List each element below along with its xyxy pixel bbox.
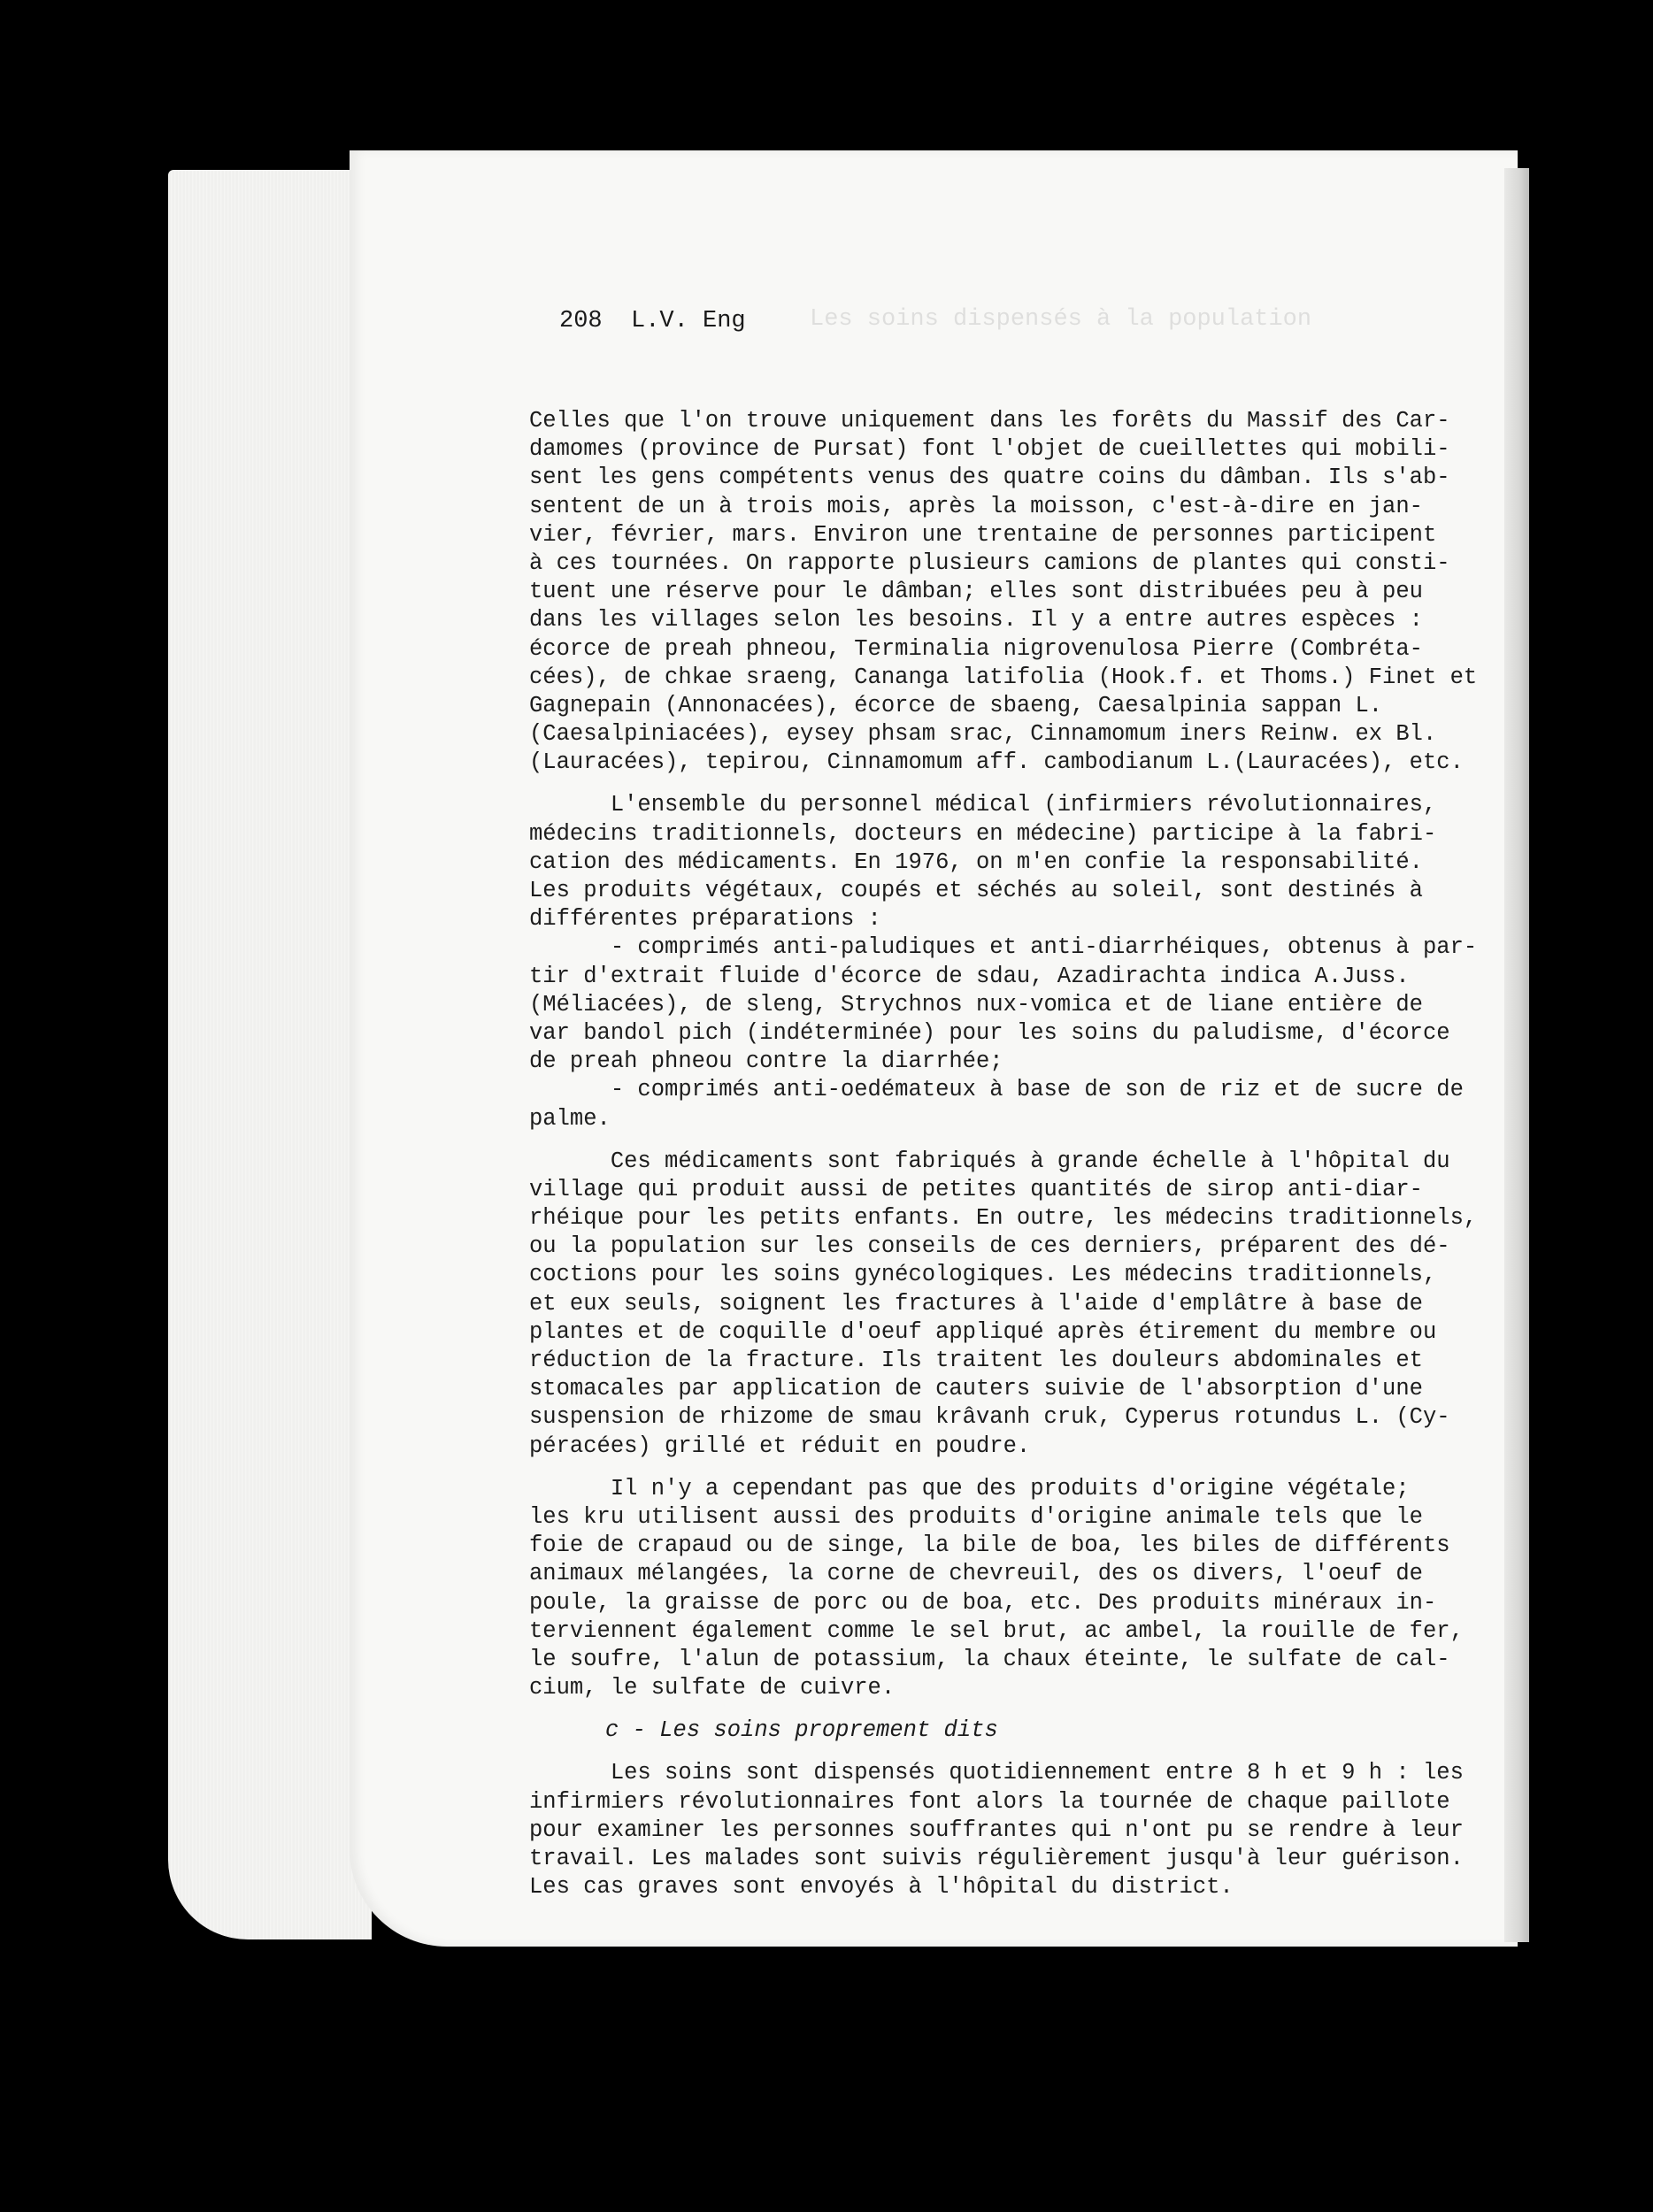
text-line: cation des médicaments. En 1976, on m'en confie la responsabilité. [529, 849, 1423, 875]
text-line: poule, la graisse de porc ou de boa, etc. Des produits minéraux in- [529, 1589, 1437, 1616]
text-line: village qui produit aussi de petites quantités de sirop anti-diar- [529, 1176, 1423, 1202]
text-line: différentes préparations : [529, 906, 881, 933]
paragraph-care-routine [529, 1759, 1480, 1901]
text-line: animaux mélangées, la corne de chevreuil, des os divers, l'oeuf de [529, 1561, 1423, 1587]
text-line: tir d'extrait fluide d'écorce de sdau, Azadirachta indica A.Juss. [529, 963, 1410, 989]
text-line: à ces tournées. On rapporte plusieurs camions de plantes qui consti- [529, 549, 1450, 576]
page-number: 208 [559, 308, 603, 334]
text-line: (Méliacées), de sleng, Strychnos nux-vomica et de liane entière de [529, 991, 1423, 1018]
text-line: réduction de la fracture. Ils traitent les douleurs abdominales et [529, 1348, 1423, 1373]
bleed-through-header: Les soins dispensés à la population [810, 306, 1312, 333]
text-line: rhéique pour les petits enfants. En outre, les médecins traditionnels, [529, 1205, 1478, 1232]
text-line: coctions pour les soins gynécologiques. Les médecins traditionnels, [529, 1262, 1437, 1288]
text-line: terviennent également comme le sel brut, ac ambel, la rouille de fer, [529, 1617, 1464, 1644]
text-line: stomacales par application de cauters suivie de l'absorption d'une [529, 1376, 1423, 1402]
text-line: (Caesalpiniacées), eysey phsam srac, Cinnamomum iners Reinw. ex Bl. [529, 721, 1437, 748]
text-line: de preah phneou contre la diarrhée; [529, 1048, 1003, 1075]
running-header [559, 308, 746, 334]
text-line: Gagnepain (Annonacées), écorce de sbaeng, Caesalpinia sappan L. [529, 692, 1383, 718]
text-line: dans les villages selon les besoins. Il y a entre autres espèces : [529, 607, 1423, 634]
paragraph-medical-staff [529, 791, 1480, 1133]
text-line: les kru utilisent aussi des produits d'origine animale tels que le [529, 1503, 1423, 1530]
paragraph-plant-collection [529, 407, 1480, 777]
text-line: vier, février, mars. Environ une trentaine de personnes participent [529, 521, 1437, 548]
paragraph-manufacture [529, 1148, 1480, 1461]
text-line: sent les gens compétents venus des quatre coins du dâmban. Ils s'ab- [529, 465, 1450, 491]
text-line: - comprimés anti-oedémateux à base de son de riz et de sucre de [529, 1077, 1464, 1103]
author-name: L.V. Eng [631, 308, 746, 334]
text-line: Les produits végétaux, coupés et séchés au soleil, sont destinés à [529, 878, 1423, 903]
text-line: foie de crapaud ou de singe, la bile de boa, les biles de différents [529, 1532, 1450, 1559]
book-page [350, 150, 1518, 1947]
text-line: - comprimés anti-paludiques et anti-diarrhéiques, obtenus à par- [529, 934, 1478, 961]
text-line: (Lauracées), tepirou, Cinnamomum aff. cambodianum L.(Lauracées), etc. [529, 749, 1464, 776]
text-line: Les soins sont dispensés quotidiennement entre 8 h et 9 h : les [529, 1760, 1464, 1786]
text-line: Il n'y a cependant pas que des produits d'origine végétale; [529, 1475, 1410, 1502]
text-line: ou la population sur les conseils de ces derniers, préparent des dé- [529, 1233, 1450, 1260]
paragraph-animal-mineral [529, 1475, 1480, 1703]
text-line: péracées) grillé et réduit en poudre. [529, 1432, 1031, 1459]
text-line: cées), de chkae sraeng, Cananga latifolia (Hook.f. et Thoms.) Finet et [529, 664, 1478, 690]
text-line: travail. Les malades sont suivis régulièrement jusqu'à leur guérison. [529, 1846, 1464, 1871]
text-line: var bandol pich (indéterminée) pour les soins du paludisme, d'écorce [529, 1019, 1450, 1046]
text-line: infirmiers révolutionnaires font alors la tournée de chaque paillote [529, 1788, 1450, 1815]
text-line: L'ensemble du personnel médical (infirmiers révolutionnaires, [529, 792, 1437, 818]
page-right-edge [1504, 168, 1529, 1942]
text-line: médecins traditionnels, docteurs en médecine) participe à la fabri- [529, 820, 1437, 847]
text-line: écorce de preah phneou, Terminalia nigrovenulosa Pierre (Combréta- [529, 635, 1423, 662]
text-line: suspension de rhizome de smau krâvanh cruk, Cyperus rotundus L. (Cy- [529, 1404, 1450, 1431]
text-line: Ces médicaments sont fabriqués à grande échelle à l'hôpital du [529, 1148, 1450, 1174]
text-line: cium, le sulfate de cuivre. [529, 1675, 896, 1701]
text-line: sentent de un à trois mois, après la moisson, c'est-à-dire en jan- [529, 493, 1423, 519]
text-line: palme. [529, 1105, 611, 1132]
page-stack-edge [168, 170, 372, 1939]
text-line: plantes et de coquille d'oeuf appliqué après étirement du membre ou [529, 1318, 1437, 1345]
text-line: et eux seuls, soignent les fractures à l'aide d'emplâtre à base de [529, 1290, 1423, 1317]
text-line: Les cas graves sont envoyés à l'hôpital du district. [529, 1874, 1234, 1901]
section-subheading: c - Les soins proprement dits [605, 1717, 998, 1744]
text-line: tuent une réserve pour le dâmban; elles sont distribuées peu à peu [529, 579, 1423, 605]
text-line: damomes (province de Pursat) font l'objet de cueillettes qui mobili- [529, 436, 1450, 463]
body-text [529, 407, 1480, 1901]
text-line: pour examiner les personnes souffrantes qui n'ont pu se rendre à leur [529, 1816, 1464, 1843]
text-line: Celles que l'on trouve uniquement dans les forêts du Massif des Car- [529, 408, 1450, 434]
text-line: le soufre, l'alun de potassium, la chaux éteinte, le sulfate de cal- [529, 1646, 1450, 1672]
